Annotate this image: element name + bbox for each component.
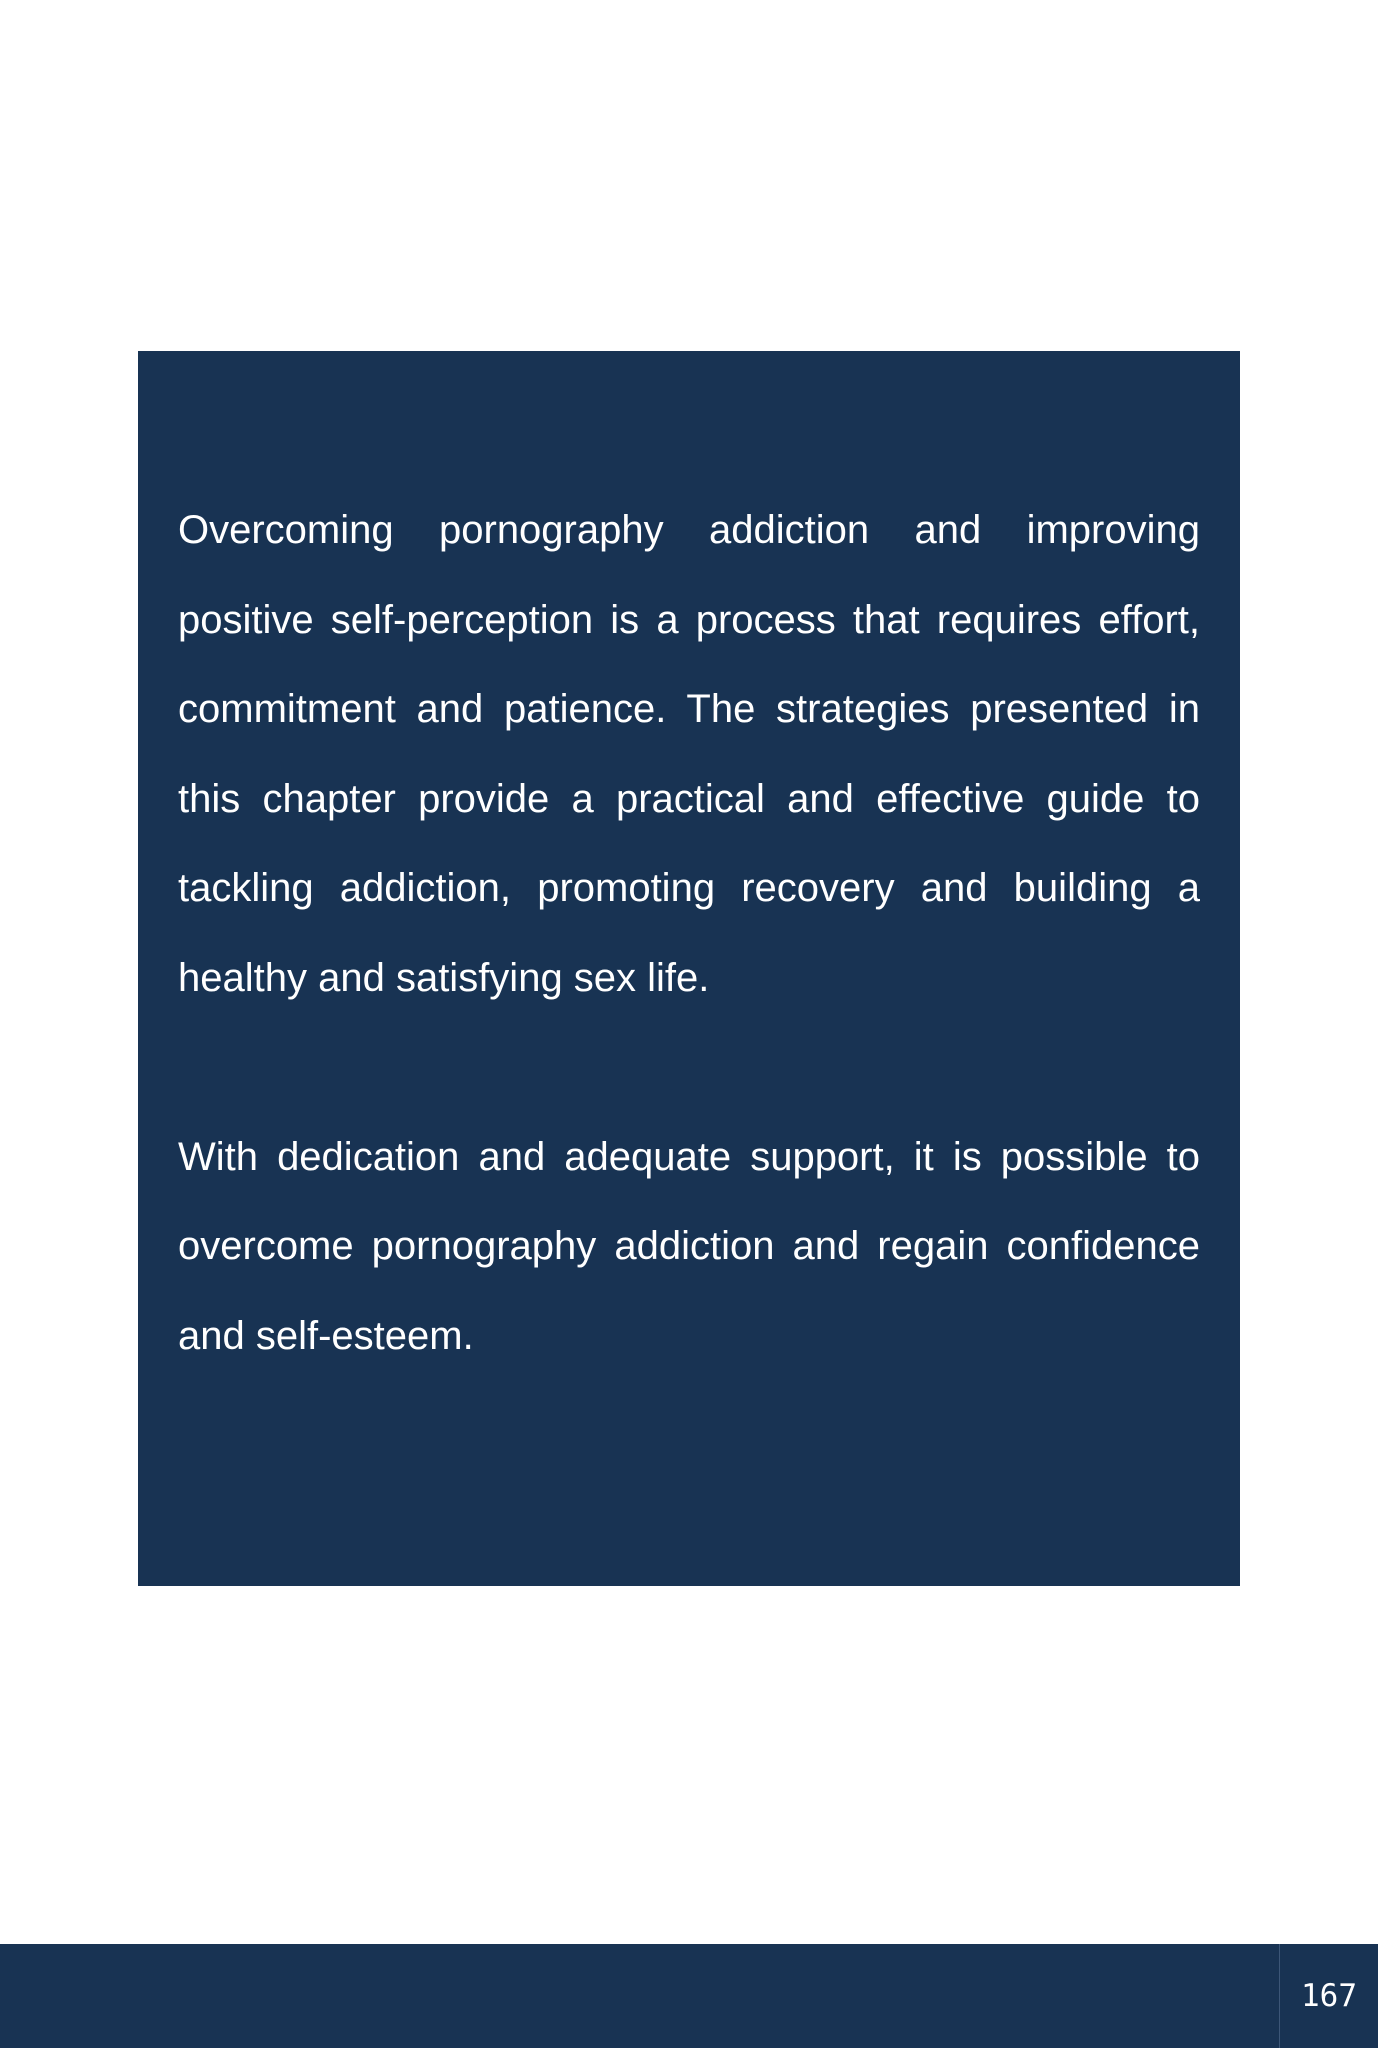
page-number: 167 (1279, 1944, 1378, 2048)
callout-paragraph-2: With dedication and adequate support, it is possible to overcome pornography addiction and regain confidence and self-esteem. (178, 1134, 1200, 1358)
callout-paragraph-1: Overcoming pornography addiction and improving positive self-perception is a process that requires effort, commitment and patience. The strategies presented in this chapter provide a practical and effective guide to tackling addiction, promoting recovery and building a healthy and satisfying sex life. (178, 508, 1200, 1000)
summary-callout-box (138, 351, 1240, 1586)
footer-bar (0, 1944, 1378, 2048)
